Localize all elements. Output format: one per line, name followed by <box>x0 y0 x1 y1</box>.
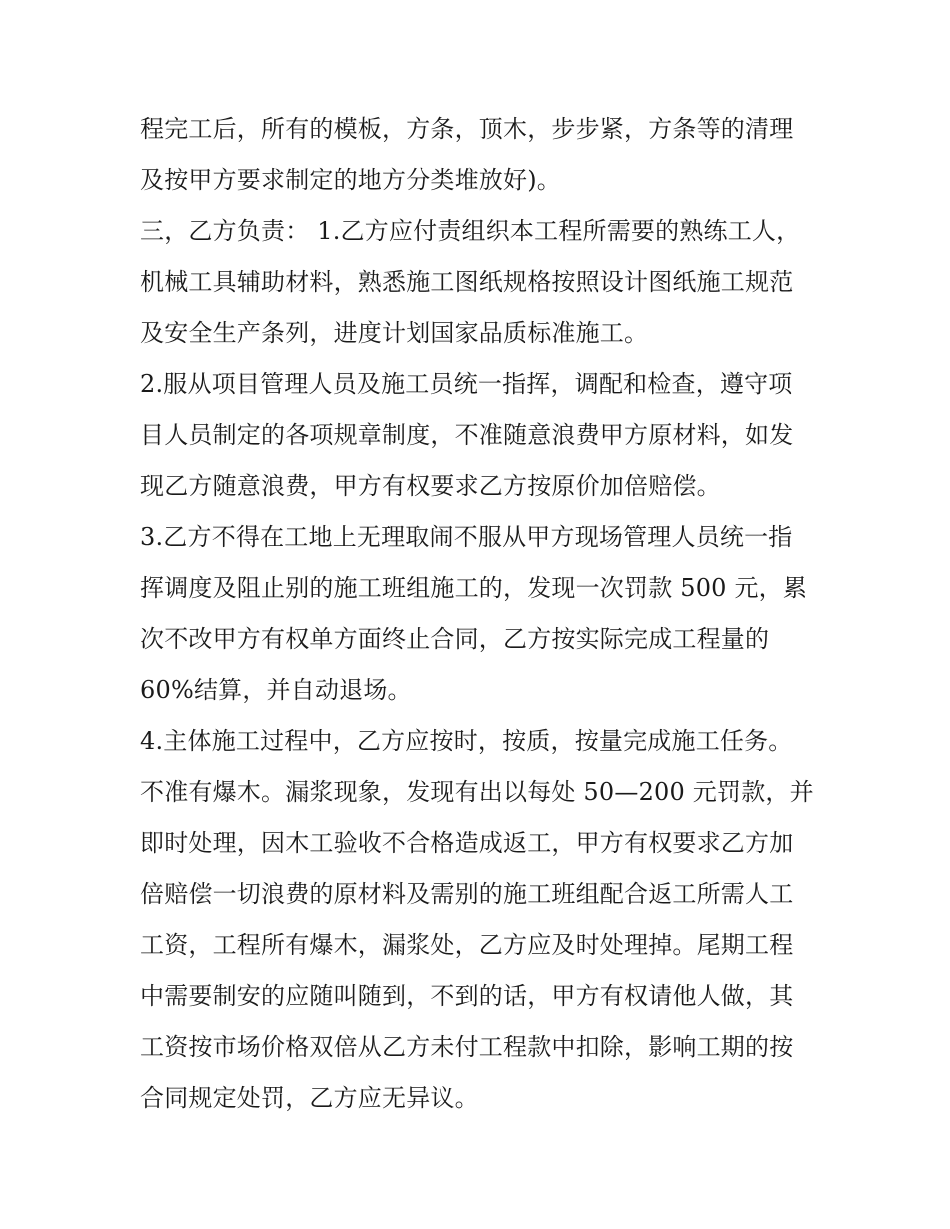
text-line: 中需要制安的应随叫随到，不到的话，甲方有权请他人做，其 <box>140 982 794 1010</box>
text-line: 及安全生产条列，进度计划国家品质标准施工。 <box>140 319 649 347</box>
contract-text-body <box>140 104 820 1124</box>
text-line: 60%结算，并自动退场。 <box>140 676 412 704</box>
text-line: 4.主体施工过程中，乙方应按时，按质，按量完成施工任务。 <box>140 727 793 755</box>
text-line: 三，乙方负责： 1.乙方应付责组织本工程所需要的熟练工人， <box>140 217 801 245</box>
text-line: 倍赔偿一切浪费的原材料及需别的施工班组配合返工所需人工 <box>140 880 794 908</box>
text-line: 3.乙方不得在工地上无理取闹不服从甲方现场管理人员统一指 <box>140 523 793 551</box>
text-line: 合同规定处罚，乙方应无异议。 <box>140 1084 479 1112</box>
text-line: 机械工具辅助材料，熟悉施工图纸规格按照设计图纸施工规范 <box>140 268 794 296</box>
text-line: 工资，工程所有爆木，漏浆处，乙方应及时处理掉。尾期工程 <box>140 931 794 959</box>
text-line: 不准有爆木。漏浆现象，发现有出以每处 50—200 元罚款，并 <box>140 778 814 806</box>
text-line: 挥调度及阻止别的施工班组施工的，发现一次罚款 500 元，累 <box>140 574 808 602</box>
text-line: 程完工后，所有的模板，方条，顶木，步步紧，方条等的清理 <box>140 115 794 143</box>
text-line: 目人员制定的各项规章制度，不准随意浪费甲方原材料，如发 <box>140 421 794 449</box>
text-line: 即时处理，因木工验收不合格造成返工，甲方有权要求乙方加 <box>140 829 794 857</box>
text-line: 工资按市场价格双倍从乙方未付工程款中扣除，影响工期的按 <box>140 1033 794 1061</box>
text-line: 现乙方随意浪费，甲方有权要求乙方按原价加倍赔偿。 <box>140 472 721 500</box>
text-line: 及按甲方要求制定的地方分类堆放好)。 <box>140 166 561 194</box>
text-line: 次不改甲方有权单方面终止合同，乙方按实际完成工程量的 <box>140 625 770 653</box>
text-line: 2.服从项目管理人员及施工员统一指挥，调配和检查，遵守项 <box>140 370 793 398</box>
